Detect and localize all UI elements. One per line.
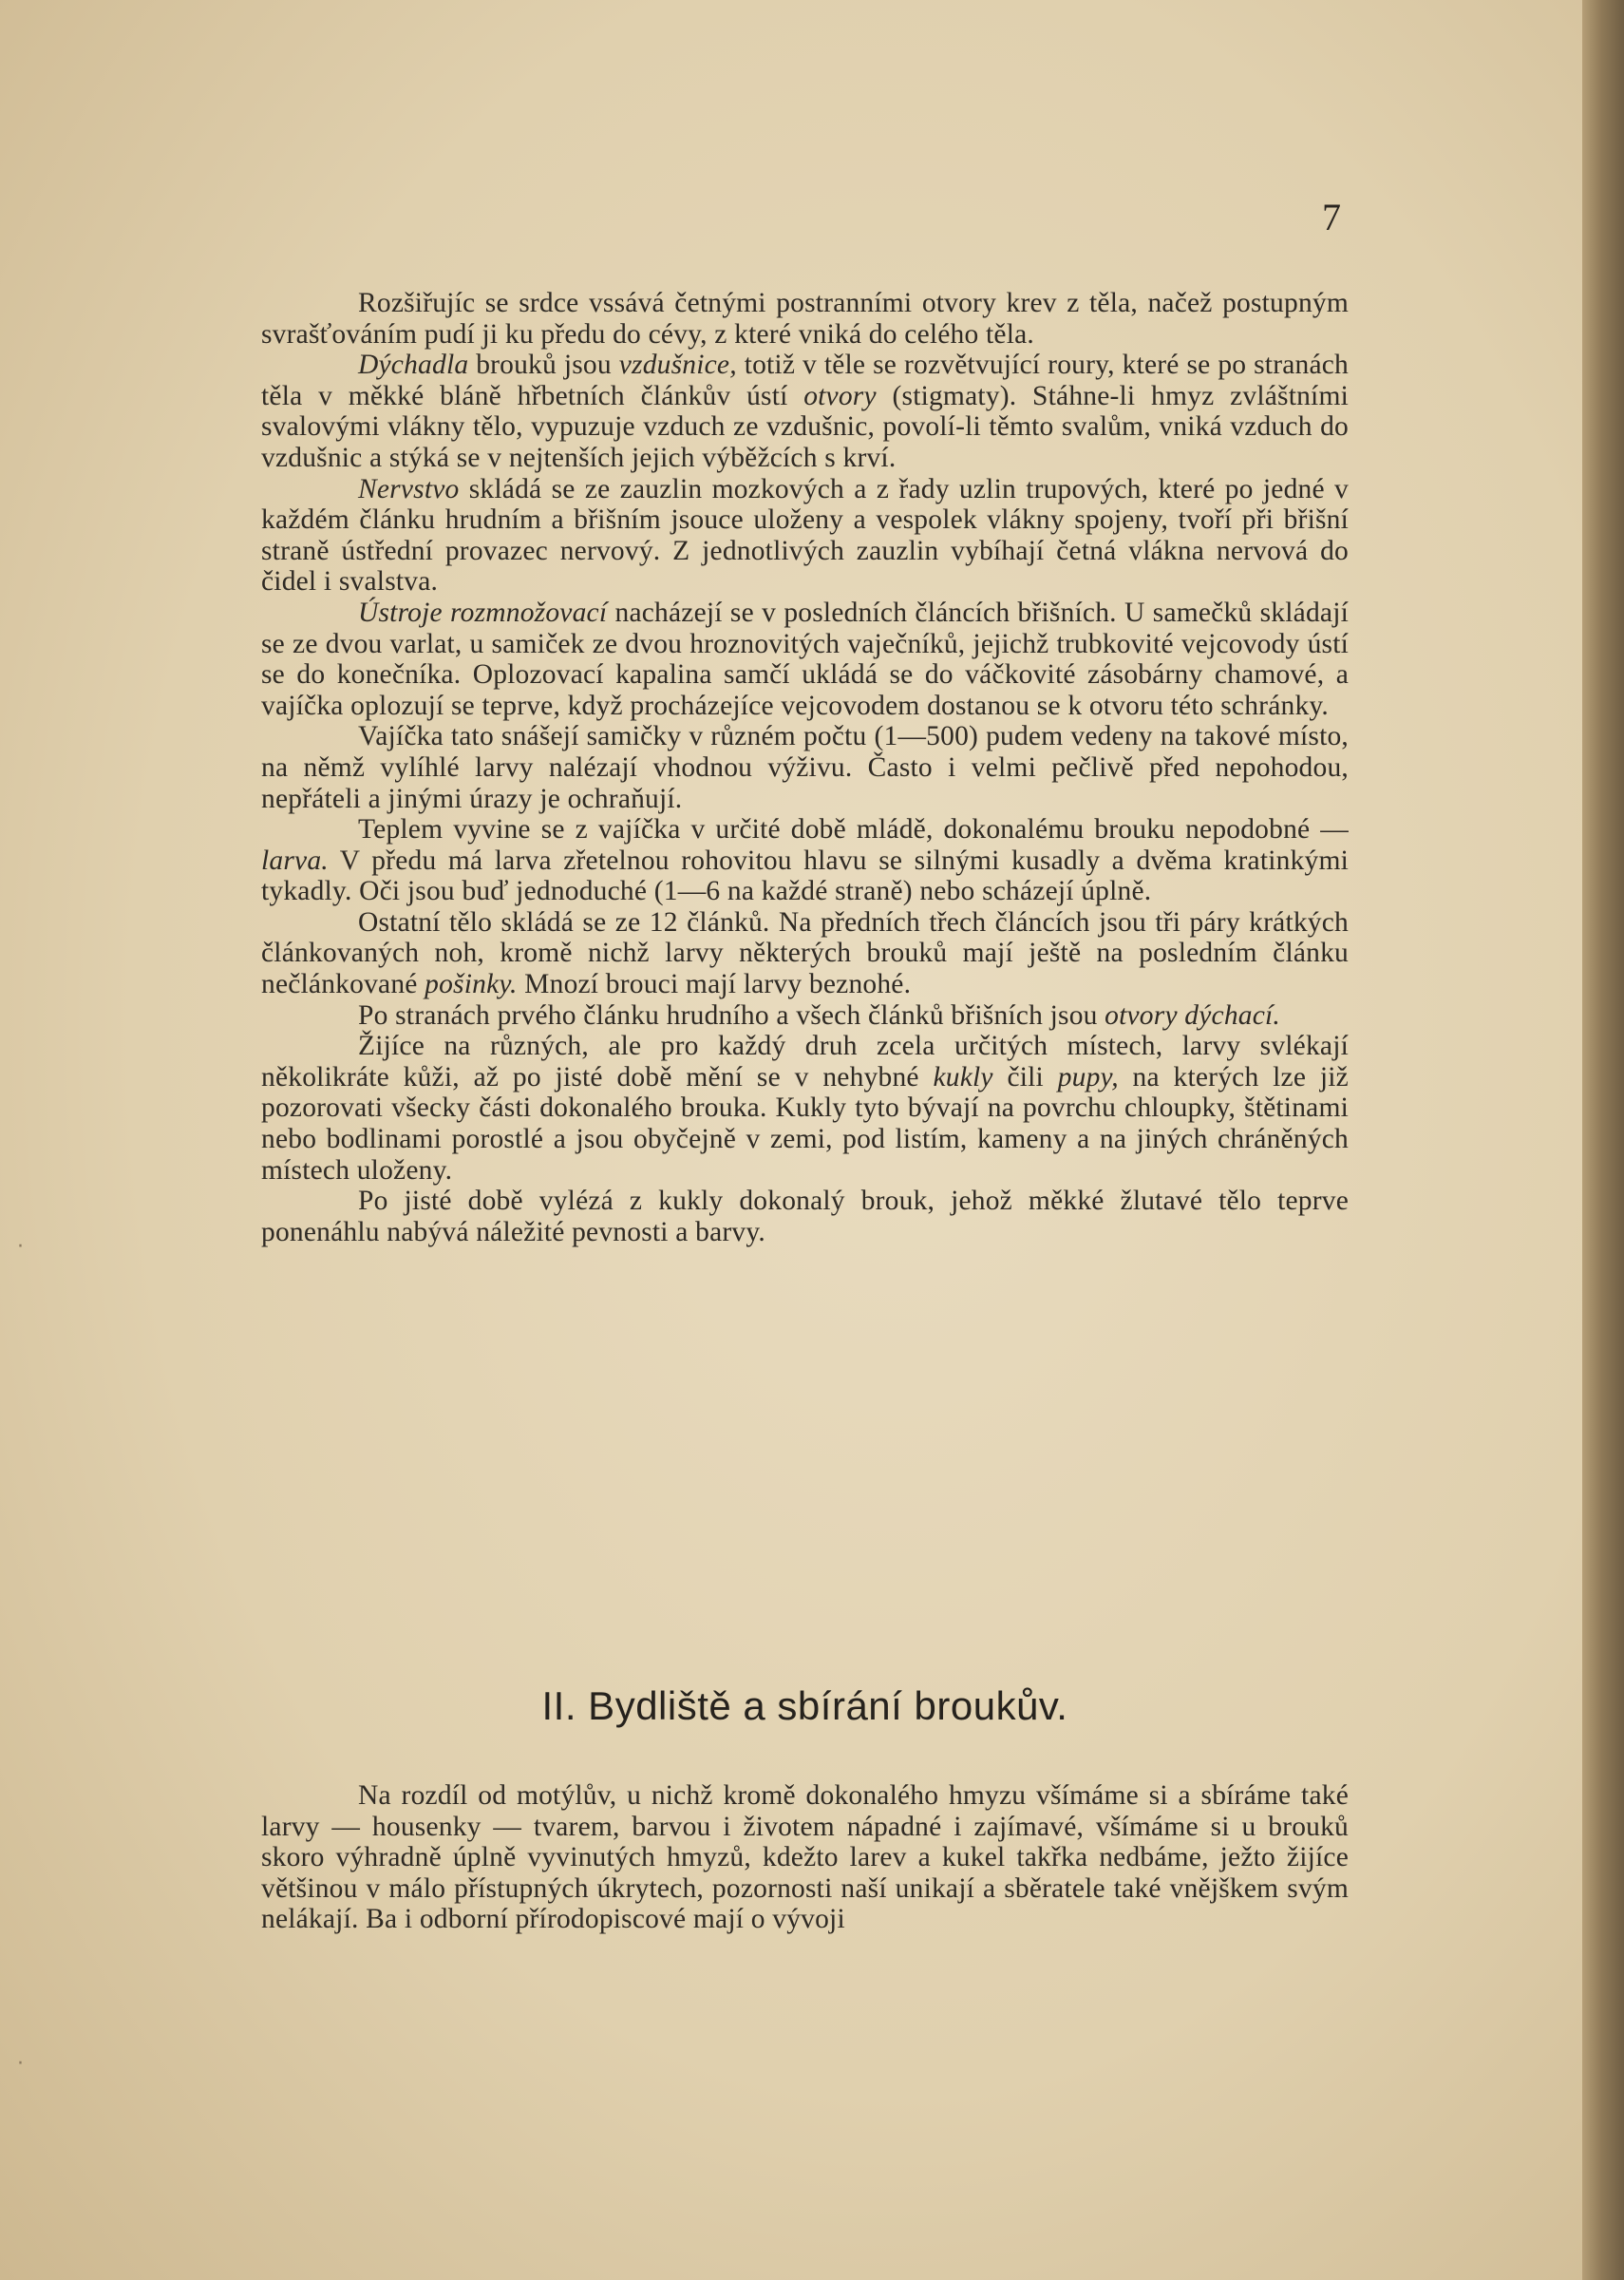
text-run: Teplem vyvine se z vajíčka v určité době mládě, dokonalému brouku nepodobné — bbox=[358, 814, 1349, 846]
paragraph bbox=[261, 721, 1349, 814]
text-run: skládá se ze zauzlin mozkových a z řady uzlin trupových, které po jedné v každém článku hrudním a břišním jsouce uloženy a vespolek vlákny spojeny, tvoří při břišní straně ústřední provazec nervový. Z jednotlivých zauzlin vybíhají četná vlákna nervová do čidel i svalstva. bbox=[261, 473, 1349, 598]
paragraph bbox=[261, 1186, 1349, 1247]
emphasized-term: kukly bbox=[933, 1061, 993, 1092]
margin-mark: · bbox=[17, 1235, 24, 1259]
paragraph bbox=[261, 907, 1349, 1000]
text-run: Rozšiřujíc se srdce vssává četnými postranními otvory krev z těla, načež postupným svrašťováním pudí ji ku předu do cévy, z které vniká do celého těla. bbox=[261, 288, 1349, 350]
text-run: (stigmaty). Stáhne-li hmyz zvláštními svalovými vlákny tělo, vypuzuje vzduch ze vzdušnic, povolí-li těmto svalům, vniká vzduch do vzdušnic a stýká se v nejtenších jejich výběžcích s krví. bbox=[261, 380, 1349, 473]
emphasized-term: Nervstvo bbox=[358, 473, 460, 504]
text-run: nacházejí se v posledních článcích břišních. U samečků skládají se ze dvou varlat, u samiček ze dvou hroznovitých vaječníků, jejichž trubkovité vejcovody ústí se do konečníka. Oplozovací kapalina samčí ukládá se do váčkovité zásobárny chamové, a vajíčka oplozují se teprve, když procházejíce vejcovodem dostanou se k otvoru této schránky. bbox=[261, 597, 1349, 721]
paragraph bbox=[261, 350, 1349, 473]
paragraph bbox=[261, 288, 1349, 350]
text-run: brouků jsou bbox=[468, 350, 619, 381]
paragraph bbox=[261, 1780, 1349, 1935]
text-run: V předu má larva zřetelnou rohovitou hlavu se silnými kusadly a dvěma kratinkými tykadly. Oči jsou buď jednoduché (1—6 na každé straně) nebo scházejí úplně. bbox=[261, 845, 1349, 907]
emphasized-term: Dýchadla bbox=[358, 350, 469, 381]
text-run: Po jisté době vylézá z kukly dokonalý brouk, jehož měkké žlutavé tělo teprve ponenáhlu nabývá náležité pevnosti a barvy. bbox=[261, 1186, 1349, 1247]
paragraph bbox=[261, 474, 1349, 598]
body-text-section-1 bbox=[261, 288, 1349, 1247]
text-run: Vajíčka tato snášejí samičky v různém počtu (1—500) pudem vedeny na takové místo, na němž vylíhlé larvy nalézají vhodnou výživu. Často i velmi pečlivě před nepohodou, nepřáteli a jinými úrazy je ochraňují. bbox=[261, 721, 1349, 814]
emphasized-term: otvory dýchací. bbox=[1105, 999, 1281, 1031]
text-run: Mnozí brouci mají larvy beznohé. bbox=[517, 969, 912, 1000]
text-run: totiž v těle se rozvětvující roury, které se po stranách těla v měkké bláně hřbetních článkův ústí bbox=[261, 350, 1349, 411]
paragraph bbox=[261, 1031, 1349, 1186]
emphasized-term: pupy, bbox=[1057, 1061, 1119, 1092]
emphasized-term: otvory bbox=[803, 380, 877, 411]
text-run: Po stranách prvého článku hrudního a všech článků břišních jsou bbox=[358, 999, 1105, 1031]
text-run: Ostatní tělo skládá se ze 12 článků. Na předních třech článcích jsou tři páry krátkých článkovaných noh, kromě nichž larvy některých brouků mají ještě na posledním článku nečlánkované bbox=[261, 906, 1349, 1000]
paragraph bbox=[261, 598, 1349, 721]
text-run: Na rozdíl od motýlův, u nichž kromě dokonalého hmyzu všímáme si a sbíráme také larvy — housenky — tvarem, barvou i životem nápadné i zajímavé, všímáme si u brouků skoro výhradně úplně vyvinutých hmyzů, kdežto larev a kukel takřka nedbáme, ježto žijíce většinou v málo přístupných úkrytech, pozornosti naší unikají a sběratele také vnějškem svým nelákají. Ba i odborní přírodopiscové mají o vývoji bbox=[261, 1780, 1349, 1935]
paragraph bbox=[261, 814, 1349, 907]
text-run: čili bbox=[992, 1061, 1058, 1092]
emphasized-term: larva. bbox=[261, 845, 329, 876]
text-run: Žijíce na různých, ale pro každý druh zcela určitých místech, larvy svlékají několikráte kůži, až po jisté době mění se v nehybné bbox=[261, 1031, 1349, 1092]
chapter-title: II. Bydliště a sbírání broukův. bbox=[541, 1683, 1068, 1728]
margin-mark: · bbox=[17, 2052, 24, 2076]
page-number: 7 bbox=[1322, 196, 1341, 238]
emphasized-term: Ústroje rozmnožovací bbox=[358, 597, 608, 628]
emphasized-term: vzdušnice, bbox=[618, 350, 737, 381]
page-edge-shadow bbox=[1582, 0, 1624, 2280]
paragraph bbox=[261, 1000, 1349, 1032]
text-run: na kterých lze již pozorovati všecky části dokonalého brouka. Kukly tyto bývají na povrchu chloupky, štětinami nebo bodlinami porostlé a jsou obyčejně v zemi, pod listím, kameny a na jiných chráněných místech uloženy. bbox=[261, 1061, 1349, 1186]
emphasized-term: pošinky. bbox=[425, 969, 518, 1000]
body-text-section-2 bbox=[261, 1780, 1349, 1935]
